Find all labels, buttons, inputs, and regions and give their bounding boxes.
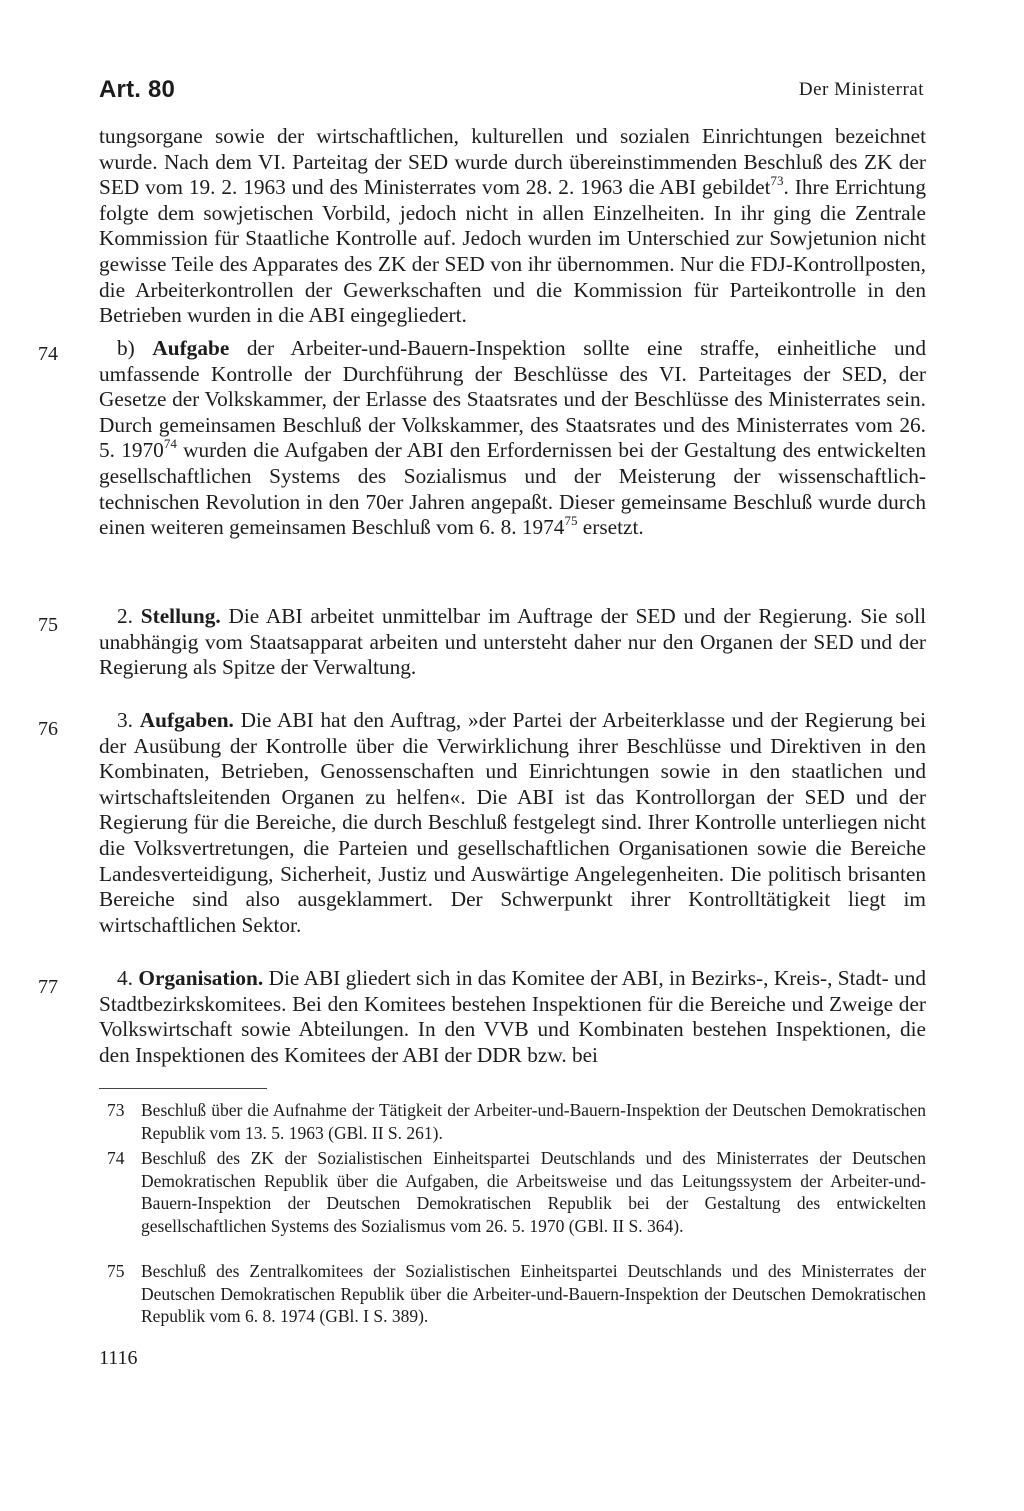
footnote-text: Beschluß des Zentralkomitees der Sozialistischen Einheitspartei Deutschlands und des Ministerrates der Deutschen Demokratischen Republik über die Arbeiter-und-Bauern-Inspektion der Deutschen Demokratischen Republik vom 6. 8. 1974 (GBl. I S. 389). — [141, 1261, 926, 1327]
paragraph-title: Aufgaben. — [139, 708, 234, 732]
article-heading: Art. 80 — [99, 76, 176, 103]
page-number: 1116 — [99, 1347, 138, 1369]
footnote-number: 75 — [107, 1261, 125, 1281]
footnote-number: 73 — [107, 1100, 125, 1120]
margin-number-74: 74 — [38, 343, 58, 365]
footnote-number: 74 — [107, 1148, 125, 1168]
footnote-ref-73[interactable]: 73 — [770, 173, 784, 189]
paragraph-text: . Ihre Errichtung folgte dem sowjetischen Vorbild, jedoch nicht in allen Einzelheiten. In ihr ging die Zentrale Kommission für Staatliche Kontrolle auf. Jedoch wurden im Unterschied zur Sowjetunion nicht gewisse Teile des Apparates des ZK der SED von ihr übernommen. Nur die FDJ-Kontrollposten, die Arbeiterkontrollen der Gewerkschaften und die Kommission für Parteikontrolle in den Betrieben wurden in die ABI eingegliedert. — [99, 175, 926, 328]
paragraph-74 — [99, 336, 926, 541]
footnote-text: Beschluß über die Aufnahme der Tätigkeit der Arbeiter-und-Bauern-Inspektion der Deutschen Demokratischen Republik vom 13. 5. 1963 (GBl. II S. 261). — [141, 1100, 926, 1143]
paragraph-text: Die ABI hat den Auftrag, »der Partei der Arbeiterklasse und der Regierung bei der Ausübung der Kontrolle über die Verwirklichung ihrer Beschlüsse und Direktiven in den Kombinaten, Betrieben, Genossenschaften und Einrichtungen sowie in den staatlichen und wirtschaftsleitenden Organen zu helfen«. Die ABI ist das Kontrollorgan der SED und der Regierung für die Bereiche, die durch Beschluß festgelegt sind. Ihrer Kontrolle unterliegen nicht die Volksvertretungen, die Parteien und gesellschaftlichen Organisationen sowie die Bereiche Landesverteidigung, Sicherheit, Justiz und Auswärtige Angelegenheiten. Die politisch brisanten Bereiche sind also ausgeklammert. Der Schwerpunkt ihrer Kontrolltätigkeit liegt im wirtschaftlichen Sektor. — [99, 708, 927, 937]
paragraph-text: wurden die Aufgaben der ABI den Erfordernissen bei der Gestaltung des entwickelten gesellschaftlichen Systems des Sozialismus und der Meisterung der wissenschaftlich-technischen Revolution in den 70er Jahren angepaßt. Dieser gemeinsame Beschluß wurde durch einen weiteren gemeinsamen Beschluß vom 6. 8. 1974 — [99, 438, 927, 540]
margin-number-77: 77 — [38, 976, 58, 998]
paragraph-text: tungsorgane sowie der wirtschaftlichen, kulturellen und sozialen Einrichtungen bezeichnet wurde. Nach dem VI. Parteitag der SED wurde durch übereinstimmenden Beschluß des ZK der SED vom 19. 2. 1963 und des Ministerrates vom 28. 2. 1963 die ABI gebildet — [99, 124, 926, 200]
paragraph-title: Stellung. — [140, 604, 221, 628]
footnote-ref-75[interactable]: 75 — [564, 513, 578, 529]
paragraph-title: Organisation. — [138, 966, 264, 990]
paragraph-intro — [99, 124, 926, 329]
paragraph-text: Die ABI arbeitet unmittelbar im Auftrage der SED und der Regierung. Sie soll unabhängig vom Staatsapparat arbeiten und untersteht daher nur den Organen der SED und der Regierung als Spitze der Verwaltung. — [99, 604, 926, 680]
footnote-separator — [99, 1088, 267, 1089]
section-title: Der Ministerrat — [798, 79, 924, 100]
paragraph-75 — [99, 604, 926, 681]
paragraph-prefix: 3. — [117, 708, 140, 732]
paragraph-prefix: 4. — [117, 966, 139, 990]
margin-number-76: 76 — [38, 718, 58, 740]
paragraph-77 — [99, 966, 926, 1068]
paragraph-text: der Arbeiter-und-Bauern-Inspektion sollte eine straffe, einheitliche und umfassende Kontrolle der Durchführung der Beschlüsse des VI. Parteitages der SED, der Gesetze der Volkskammer, der Erlasse des Staatsrates und der Beschlüsse des Ministerrates sein. Durch gemeinsamen Beschluß der Volkskammer, des Staatsrates und des Ministerrates vom 26. 5. 1970 — [99, 336, 926, 463]
paragraph-prefix: b) — [117, 336, 153, 360]
paragraph-text: Die ABI gliedert sich in das Komitee der ABI, in Bezirks-, Kreis-, Stadt- und Stadtbezirkskomitees. Bei den Komitees bestehen Inspektionen für die Bereiche und Zweige der Volkswirtschaft sowie Abteilungen. In den VVB und Kombinaten bestehen Inspektionen, die den Inspektionen des Komitees der ABI der DDR bzw. bei — [99, 966, 926, 1067]
paragraph-76 — [99, 708, 926, 938]
paragraph-title: Aufgabe — [152, 336, 230, 360]
margin-number-75: 75 — [38, 614, 58, 636]
paragraph-prefix: 2. — [117, 604, 141, 628]
paragraph-text: ersetzt. — [577, 515, 644, 540]
footnote-ref-74[interactable]: 74 — [163, 436, 177, 452]
footnote-text: Beschluß des ZK der Sozialistischen Einheitspartei Deutschlands und des Ministerrates der Deutschen Demokratischen Republik über die Aufgaben, die Arbeitsweise und das Leitungssystem der Arbeiter-und-Bauern-Inspektion der Deutschen Demokratischen Republik bei der Gestaltung des entwickelten gesellschaftlichen Systems des Sozialismus vom 26. 5. 1970 (GBl. II S. 364). — [141, 1148, 926, 1236]
